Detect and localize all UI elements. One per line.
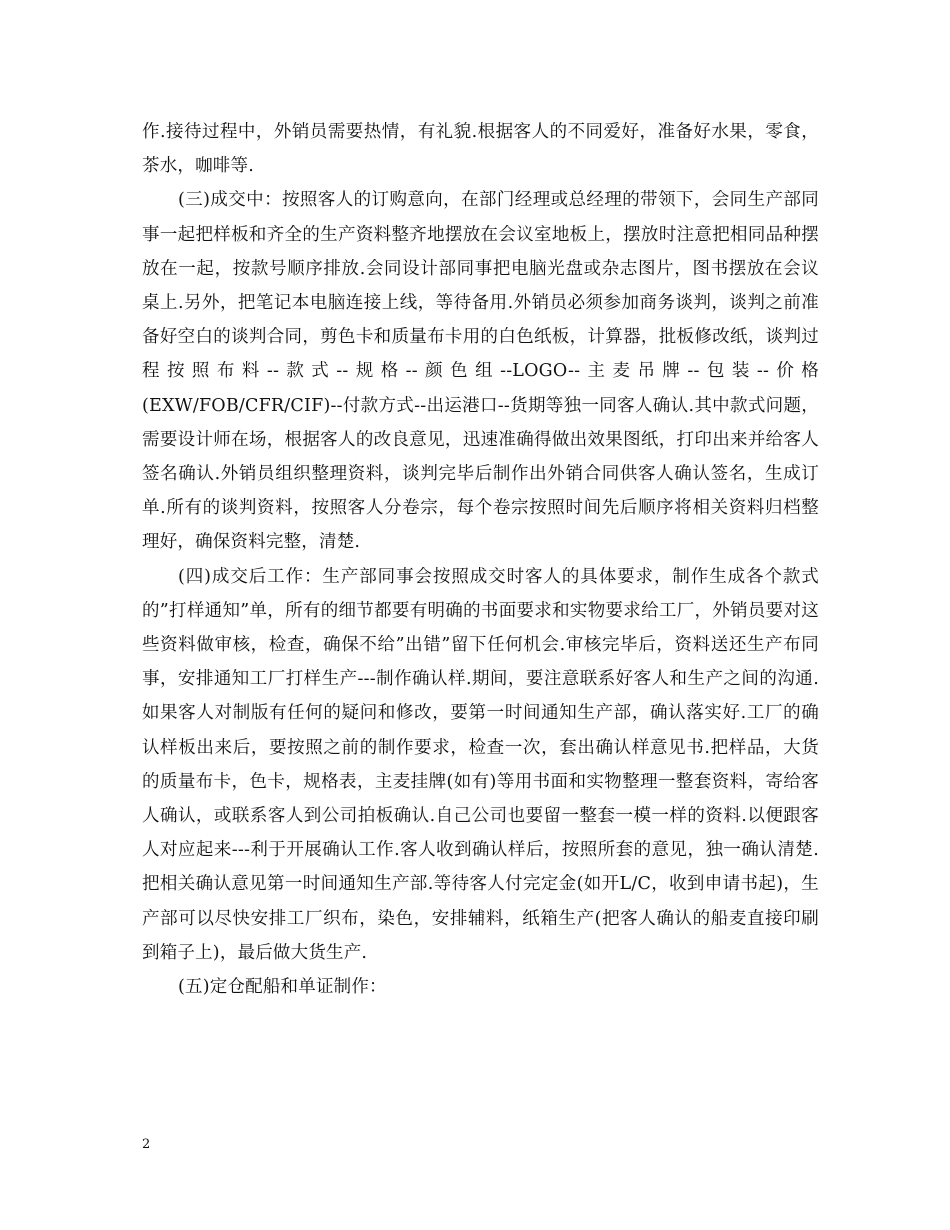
paragraph-section-3: (三)成交中：按照客人的订购意向，在部门经理或总经理的带领下，会同生产部同事一起把样板和齐全的生产资料整齐地摆放在会议室地板上，摆放时注意把相同品种摆放在一起，按款号顺序排放.会同设计部同事把电脑光盘或杂志图片，图书摆放在会议桌上.另外，把笔记本电脑连接上线，等待备用.外销员必须参加商务谈判，谈判之前准备好空白的谈判合同，剪色卡和质量布卡用的白色纸板，计算器，批板修改纸，谈判过程按照布料--款式--规格--颜色组--LOGO--主麦吊牌--包装--价格(EXW/FOB/CFR/CIF)--付款方式--出运港口--货期等独一同客人确认.其中款式问题，需要设计师在场，根据客人的改良意见，迅速准确得做出效果图纸，打印出来并给客人签名确认.外销员组织整理资料，谈判完毕后制作出外销合同供客人确认签名，生成订单.所有的谈判资料，按照客人分卷宗，每个卷宗按照时间先后顺序将相关资料归档整理好，确保资料完整，清楚. xyxy=(142,190,819,553)
body-text xyxy=(142,115,819,1004)
paragraph-section-5-heading: (五)定仓配船和单证制作： xyxy=(178,977,387,998)
paragraph-continuation: 作.接待过程中，外销员需要热情，有礼貌.根据客人的不同爱好，准备好水果，零食，茶水，咖啡等. xyxy=(142,122,819,177)
page-number: 2 xyxy=(142,1137,151,1152)
paragraph-section-4: (四)成交后工作：生产部同事会按照成交时客人的具体要求，制作生成各个款式的”打样通知”单，所有的细节都要有明确的书面要求和实物要求给工厂，外销员要对这些资料做审核，检查，确保不给”出错”留下任何机会.审核完毕后，资料送还生产布同事，安排通知工厂打样生产---制作确认样.期间，要注意联系好客人和生产之间的沟通.如果客人对制版有任何的疑问和修改，要第一时间通知生产部，确认落实好.工厂的确认样板出来后，要按照之前的制作要求，检查一次，套出确认样意见书.把样品，大货的质量布卡，色卡，规格表，主麦挂牌(如有)等用书面和实物整理一整套资料，寄给客人确认，或联系客人到公司拍板确认.自己公司也要留一整套一模一样的资料.以便跟客人对应起来---利于开展确认工作.客人收到确认样后，按照所套的意见，独一确认清楚.把相关确认意见第一时间通知生产部.等待客人付完定金(如开L/C，收到申请书起)，生产部可以尽快安排工厂织布，染色，安排辅料，纸箱生产(把客人确认的船麦直接印刷到箱子上)，最后做大货生产. xyxy=(142,566,819,963)
